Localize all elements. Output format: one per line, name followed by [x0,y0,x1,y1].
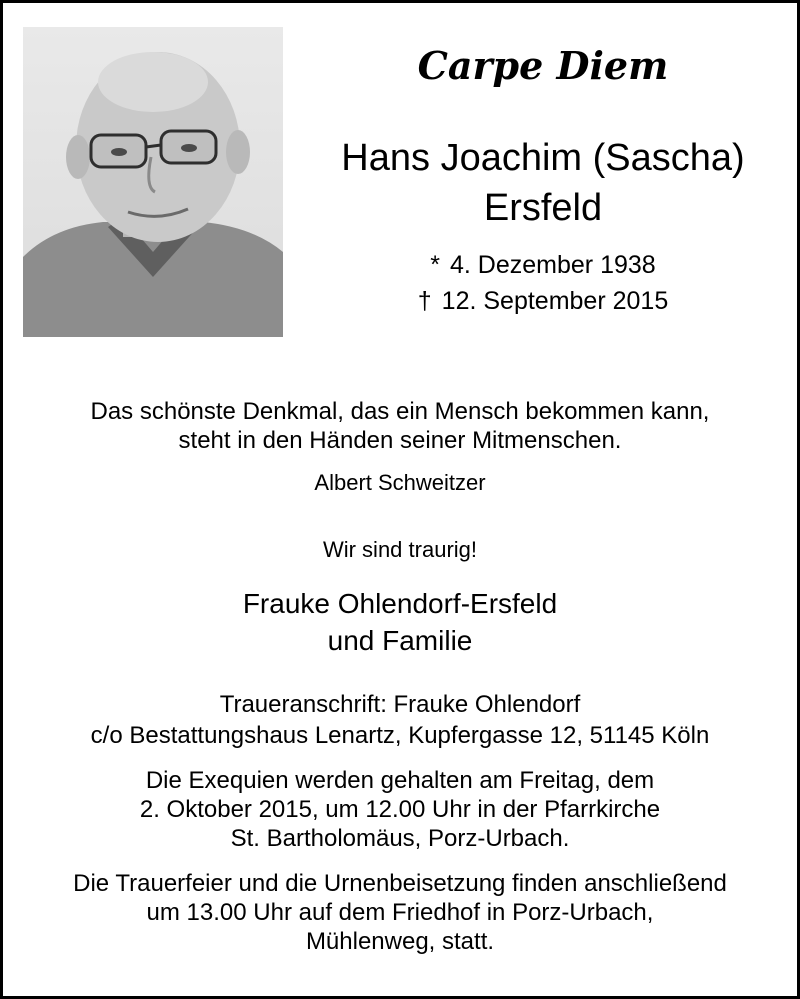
deceased-name-line2: Ersfeld [483,187,603,229]
death-date: 12. September 2015 [441,287,669,315]
portrait-illustration [23,27,283,337]
death-date-row [303,287,783,316]
quote-author: Albert Schweitzer [314,470,486,495]
sentiment-text: Wir sind traurig! [322,537,478,562]
exequien-line-2: 2. Oktober 2015, um 12.00 Uhr in der Pfarrkirche [139,796,661,823]
portrait-photo [23,27,283,337]
family-line-2: und Familie [327,625,473,656]
ceremony-line-1: Die Trauerfeier und die Urnenbeisetzung finden anschließend [73,870,727,897]
family-line-1: Frauke Ohlendorf-Ersfeld [242,588,558,619]
quote-line-1: Das schönste Denkmal, das ein Mensch bekommen kann, [90,398,710,425]
birth-star-icon: * [430,251,441,279]
motto-heading: Carpe Diem [417,43,669,88]
ceremony-line-2: um 13.00 Uhr auf dem Friedhof in Porz-Urbach, [146,899,654,926]
deceased-name-line1: Hans Joachim (Sascha) [341,137,745,179]
address-line-1: Traueranschrift: Frauke Ohlendorf [219,691,581,718]
birth-date-row [303,251,783,280]
exequien-line-3: St. Bartholomäus, Porz-Urbach. [230,825,570,852]
exequien-line-1: Die Exequien werden gehalten am Freitag, dem [145,767,655,794]
address-line-2: c/o Bestattungshaus Lenartz, Kupfergasse 12, 51145 Köln [90,722,710,749]
birth-date: 4. Dezember 1938 [450,251,656,279]
quote-line-2: steht in den Händen seiner Mitmenschen. [178,427,622,454]
death-cross-icon: † [417,287,432,315]
ceremony-line-3: Mühlenweg, statt. [305,928,495,955]
